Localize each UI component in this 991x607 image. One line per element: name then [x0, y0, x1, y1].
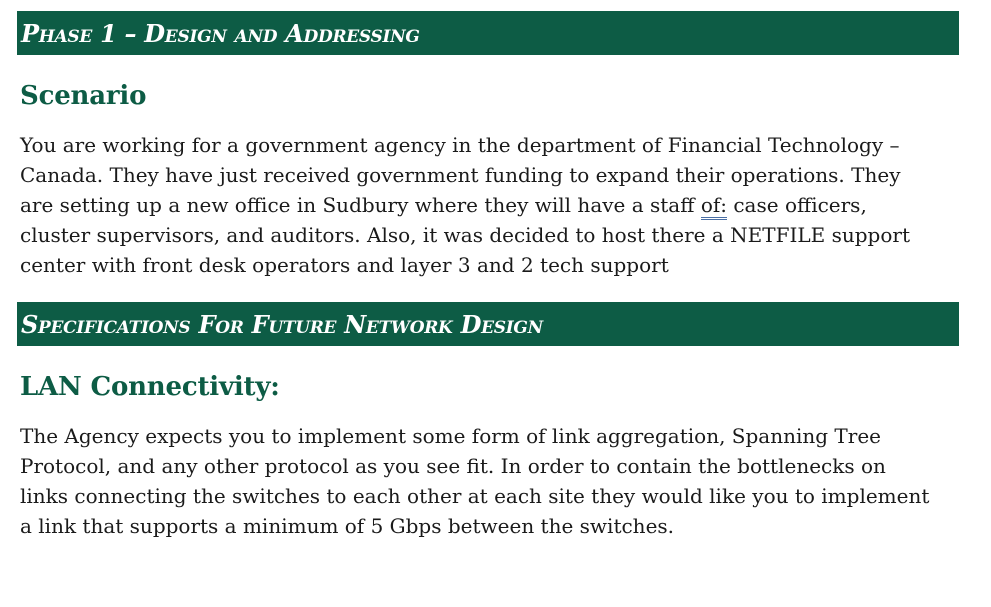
paragraph-line: The Agency expects you to implement some form of link aggregation, Spanning Tree — [20, 424, 881, 448]
grammar-flag-word[interactable]: of: — [701, 193, 727, 220]
paragraph-line: links connecting the switches to each other at each site they would like you to implement — [20, 484, 930, 508]
paragraph-line-tail: case officers, — [727, 193, 867, 217]
paragraph-line: Protocol, and any other protocol as you see fit. In order to contain the bottlenecks on — [20, 454, 886, 478]
phase1-banner-title: Phase 1 – Design and Addressing — [21, 19, 420, 48]
lan-connectivity-heading: LAN Connectivity: — [20, 372, 280, 402]
lan-connectivity-paragraph — [20, 421, 955, 541]
paragraph-line-text: are setting up a new office in Sudbury where they will have a staff — [20, 193, 701, 217]
paragraph-line: center with front desk operators and layer 3 and 2 tech support — [20, 253, 669, 277]
scenario-paragraph — [20, 130, 955, 280]
phase1-banner — [17, 11, 959, 55]
paragraph-line — [20, 190, 955, 220]
paragraph-line: cluster supervisors, and auditors. Also, it was decided to host there a NETFILE support — [20, 223, 910, 247]
scenario-heading: Scenario — [20, 81, 147, 111]
specifications-banner-title: Specifications For Future Network Design — [21, 310, 543, 339]
paragraph-line: a link that supports a minimum of 5 Gbps between the switches. — [20, 514, 675, 538]
specifications-banner — [17, 302, 959, 346]
paragraph-line: Canada. They have just received government funding to expand their operations. They — [20, 163, 901, 187]
paragraph-line: You are working for a government agency in the department of Financial Technology – — [20, 133, 900, 157]
